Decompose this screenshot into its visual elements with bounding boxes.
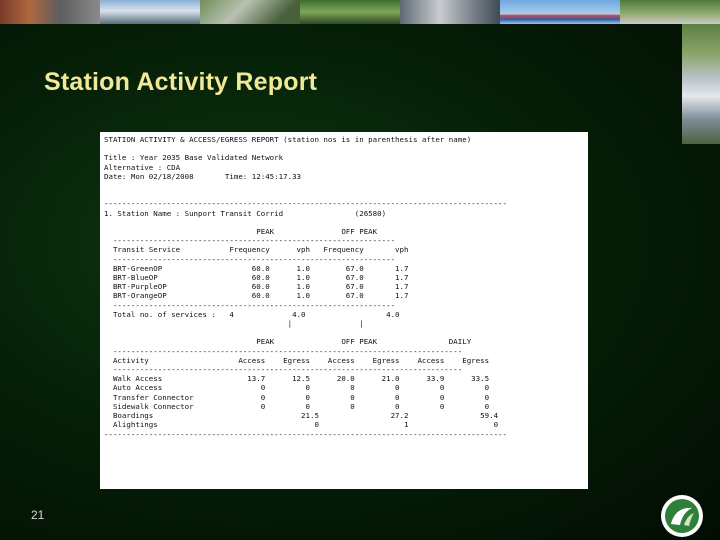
freight-train-photo (0, 0, 100, 24)
airplane-photo (500, 0, 620, 24)
slide-number: 21 (31, 508, 45, 522)
bus-photo (682, 24, 720, 144)
road-photo (620, 0, 720, 24)
highway-photo (200, 0, 300, 24)
slide-title: Station Activity Report (44, 68, 318, 96)
truck-photo (100, 0, 200, 24)
organization-logo-icon (660, 494, 704, 538)
rail-transit-photo (400, 0, 500, 24)
report-text: STATION ACTIVITY & ACCESS/EGRESS REPORT (station nos is in parenthesis after name) Title : Year 2035 Base Validated Network Alternative : CDA Date: Mon 02/18/2008 Time: 12:45:17.33 ------------------------------------------------------------------------------------------ 1. Station Name : Sunport Transit Corrid (26580) PEAK OFF PEAK --------------------------------------------------------------- Transit Service Frequency vph Frequency vph --------------------------------------------------------------- BRT-GreenOP 60.0 1.0 67.0 1.7 BRT-BlueOP 60.0 1.0 67.0 1.7 BRT-PurpleOP 60.0 1.0 67.0 1.7 BRT-OrangeOP 60.0 1.0 67.0 1.7 --------------------------------------------------------------- Total no. of services : 4 4.0 4.0 | | PEAK OFF PEAK DAILY ------------------------------------------------------------------------------ Activity Access Egress Access Egress Access Egress ------------------------------------------------------------------------------ Walk Access 13.7 12.5 20.0 21.0 33.9 33.5 Auto Access 0 0 0 0 0 0 Transfer Connector 0 0 0 0 0 0 Sidewalk Connector 0 0 0 0 0 0 Boardings 21.5 27.2 59.4 Alightings 0 1 0 ------------------------------------------------------------------------------------------ (104, 135, 507, 439)
station-activity-report (100, 132, 588, 489)
photo-banner (0, 0, 720, 24)
bicycle-path-photo (300, 0, 400, 24)
